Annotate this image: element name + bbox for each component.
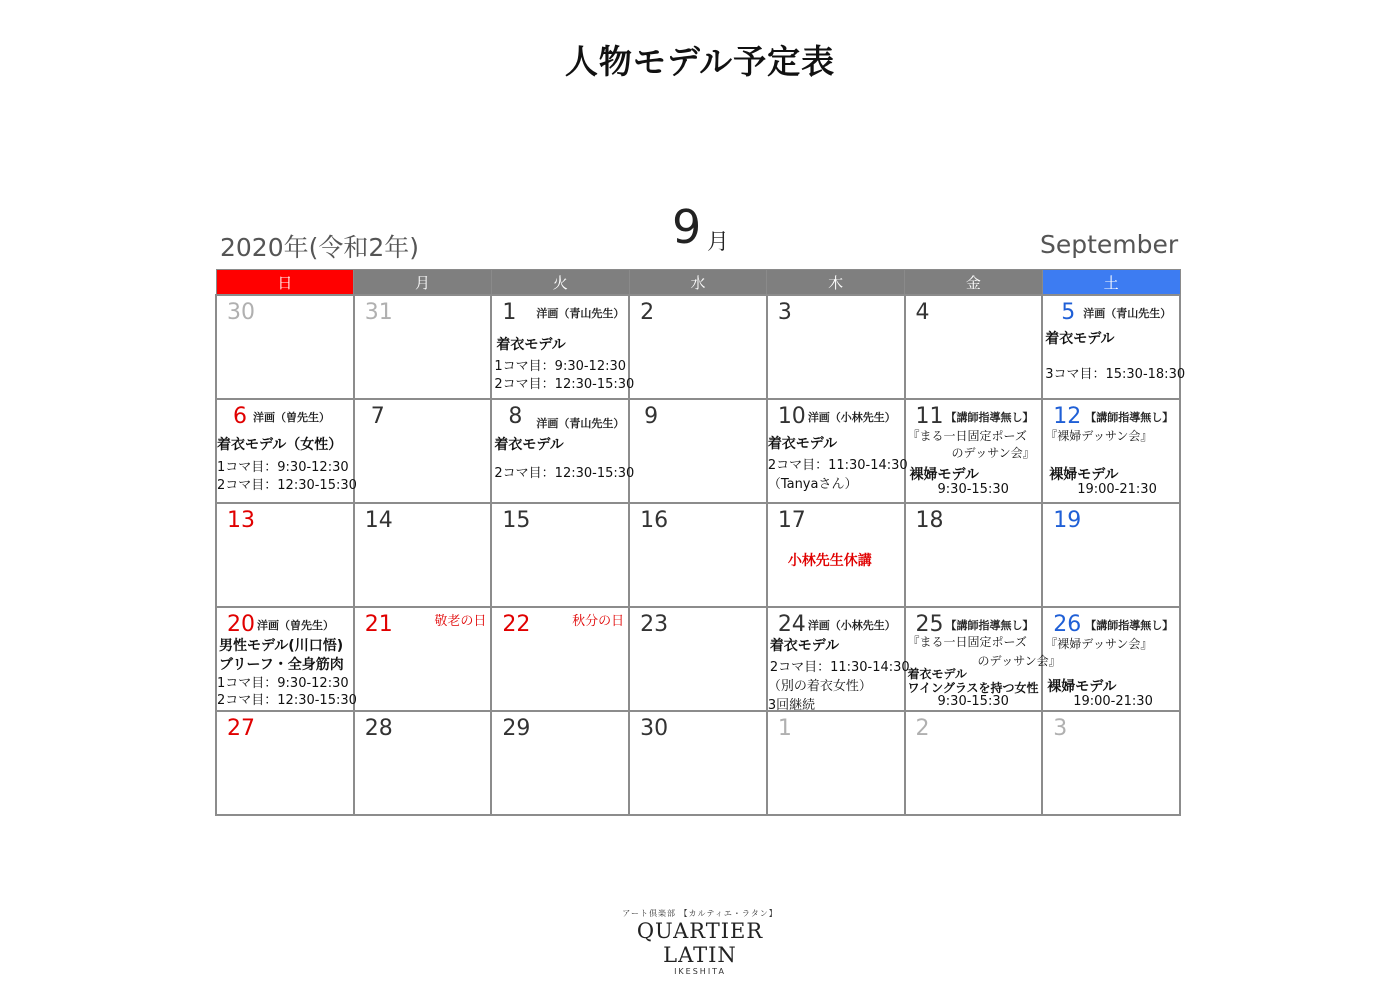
event-slot: 2コマ目：12:30-15:30 bbox=[494, 377, 635, 392]
day-number: 19 bbox=[1053, 508, 1082, 533]
day-cell bbox=[354, 295, 492, 399]
day-cell bbox=[491, 503, 629, 607]
day-cell bbox=[354, 711, 492, 815]
event-title: 裸婦モデル bbox=[909, 467, 979, 483]
calendar-grid bbox=[215, 269, 1186, 816]
day-cell bbox=[629, 607, 767, 711]
day-cell-sep-5 bbox=[1042, 295, 1186, 399]
month-suffix: 月 bbox=[707, 230, 730, 255]
day-cell bbox=[354, 399, 492, 503]
day-number: 1 bbox=[502, 300, 517, 325]
day-number: 3 bbox=[777, 300, 792, 325]
day-cell bbox=[1042, 711, 1180, 815]
class-tag: 洋画（青山先生） bbox=[536, 417, 625, 430]
day-number: 1 bbox=[777, 716, 792, 741]
event-description: 『まる一日固定ポーズ bbox=[907, 635, 1027, 649]
class-tag: 洋画（曽先生） bbox=[253, 411, 330, 424]
day-number: 9 bbox=[644, 404, 659, 429]
day-number: 2 bbox=[915, 716, 930, 741]
event-description: のデッサン会』 bbox=[951, 446, 1035, 460]
day-number: 7 bbox=[370, 404, 385, 429]
day-number: 5 bbox=[1061, 300, 1076, 325]
day-number: 25 bbox=[915, 612, 944, 637]
class-tag: 洋画（曽先生） bbox=[257, 619, 334, 632]
weekday-wed: 水 bbox=[629, 270, 767, 296]
week-row bbox=[216, 711, 1180, 815]
day-cell bbox=[1042, 503, 1180, 607]
day-number: 16 bbox=[640, 508, 669, 533]
week-row bbox=[216, 399, 1180, 503]
event-title: 着衣モデル bbox=[767, 436, 838, 452]
day-cell-sep-21 bbox=[354, 607, 492, 711]
day-number: 15 bbox=[502, 508, 531, 533]
day-cell bbox=[905, 711, 1043, 815]
day-cell-sep-6 bbox=[216, 399, 357, 503]
day-number: 12 bbox=[1053, 404, 1082, 429]
day-cell-sep-20 bbox=[216, 607, 357, 711]
quartier-latin-logo bbox=[600, 908, 800, 976]
day-cell-sep-8 bbox=[491, 399, 635, 503]
day-number: 29 bbox=[502, 716, 531, 741]
class-tag: 洋画（青山先生） bbox=[536, 307, 625, 320]
class-tag: 洋画（小林先生） bbox=[807, 411, 896, 424]
event-slot: 1コマ目：9:30-12:30 bbox=[494, 359, 627, 374]
event-slot: 3コマ目：15:30-18:30 bbox=[1045, 367, 1186, 382]
week-row bbox=[216, 607, 1180, 711]
event-description: 『裸婦デッサン会』 bbox=[1045, 429, 1153, 443]
event-title: 着衣モデル bbox=[494, 437, 564, 453]
event-slot: 1コマ目：9:30-12:30 bbox=[217, 676, 349, 691]
day-cell bbox=[629, 399, 767, 503]
day-number: 30 bbox=[640, 716, 669, 741]
day-cell-sep-22 bbox=[491, 607, 629, 711]
day-number: 4 bbox=[915, 300, 930, 325]
event-title: 着衣モデル bbox=[907, 667, 967, 681]
class-tag: 【講師指導無し】 bbox=[945, 411, 1034, 424]
day-cell bbox=[767, 711, 905, 815]
day-number: 11 bbox=[915, 404, 944, 429]
day-number: 23 bbox=[640, 612, 669, 637]
weekday-mon: 月 bbox=[354, 270, 492, 296]
event-detail: ブリーフ・全身筋肉 bbox=[219, 657, 344, 673]
holiday-label: 秋分の日 bbox=[572, 614, 625, 629]
day-cell bbox=[767, 295, 905, 399]
day-number: 8 bbox=[508, 404, 523, 429]
class-tag: 【講師指導無し】 bbox=[1085, 619, 1174, 632]
day-number: 24 bbox=[777, 612, 806, 637]
day-number: 14 bbox=[364, 508, 393, 533]
event-description: のデッサン会』 bbox=[977, 654, 1061, 668]
event-time: 19:00-21:30 bbox=[1073, 694, 1153, 709]
day-cell-sep-26 bbox=[1042, 607, 1180, 711]
day-number: 6 bbox=[233, 404, 247, 429]
weekday-tue: 火 bbox=[491, 270, 629, 296]
weekday-sun: 日 bbox=[216, 270, 354, 296]
day-cell-sep-1 bbox=[491, 295, 635, 399]
event-detail: ワイングラスを持つ女性 bbox=[907, 681, 1039, 695]
event-title: 裸婦モデル bbox=[1049, 467, 1119, 483]
day-cell bbox=[216, 711, 354, 815]
day-number: 31 bbox=[364, 300, 393, 325]
day-number: 26 bbox=[1053, 612, 1082, 637]
day-cell bbox=[629, 295, 767, 399]
event-slot: 2コマ目：11:30-14:30 bbox=[767, 458, 908, 473]
day-cell bbox=[216, 503, 354, 607]
day-number: 28 bbox=[364, 716, 393, 741]
week-row bbox=[216, 503, 1180, 607]
holiday-label: 敬老の日 bbox=[434, 614, 487, 629]
event-time: 19:00-21:30 bbox=[1077, 482, 1157, 497]
logo-subtitle: IKESHITA bbox=[674, 967, 726, 976]
day-cell bbox=[905, 295, 1043, 399]
event-time: 9:30-15:30 bbox=[937, 694, 1009, 709]
week-row bbox=[216, 295, 1180, 399]
day-cell-sep-25 bbox=[905, 607, 1061, 711]
day-cell bbox=[491, 711, 629, 815]
year-label: 2020年(令和2年) bbox=[220, 233, 420, 262]
event-title: 男性モデル(川口悟) bbox=[219, 638, 344, 654]
day-number: 20 bbox=[227, 612, 255, 637]
event-slot: 2コマ目：12:30-15:30 bbox=[217, 693, 357, 708]
class-tag: 【講師指導無し】 bbox=[1085, 411, 1174, 424]
event-note: （Tanyaさん） bbox=[767, 477, 858, 492]
event-title: 着衣モデル bbox=[1045, 331, 1115, 347]
day-cell bbox=[905, 503, 1043, 607]
day-cell bbox=[629, 503, 767, 607]
weekday-header-row bbox=[216, 270, 1180, 296]
day-cell-sep-10 bbox=[767, 399, 908, 503]
day-number: 18 bbox=[915, 508, 944, 533]
day-number: 13 bbox=[227, 508, 255, 533]
event-title: 着衣モデル（女性） bbox=[217, 437, 343, 453]
day-number: 17 bbox=[777, 508, 806, 533]
day-number: 30 bbox=[227, 300, 255, 325]
event-slot: 2コマ目：11:30-14:30 bbox=[769, 660, 910, 675]
event-note: 3回継続 bbox=[767, 698, 816, 713]
day-cell-sep-17 bbox=[767, 503, 905, 607]
day-number: 22 bbox=[502, 612, 531, 637]
class-tag: 洋画（小林先生） bbox=[807, 619, 896, 632]
class-tag: 洋画（青山先生） bbox=[1083, 307, 1172, 320]
logo-wordmark: QUARTIER LATIN bbox=[636, 919, 764, 967]
day-number: 3 bbox=[1053, 716, 1068, 741]
event-description: 『裸婦デッサン会』 bbox=[1045, 637, 1153, 651]
event-note: （別の着衣女性） bbox=[767, 679, 872, 694]
day-cell bbox=[629, 711, 767, 815]
event-slot: 1コマ目：9:30-12:30 bbox=[217, 460, 349, 475]
event-time: 9:30-15:30 bbox=[937, 482, 1009, 497]
month-number: 9 bbox=[672, 200, 702, 254]
day-number: 2 bbox=[640, 300, 655, 325]
weekday-thu: 木 bbox=[767, 270, 905, 296]
day-number: 10 bbox=[777, 404, 806, 429]
weekday-fri: 金 bbox=[905, 270, 1043, 296]
event-description: 『まる一日固定ポーズ bbox=[907, 429, 1027, 443]
day-number: 27 bbox=[227, 716, 255, 741]
day-cell bbox=[216, 295, 354, 399]
day-number: 21 bbox=[364, 612, 393, 637]
event-slot: 2コマ目：12:30-15:30 bbox=[217, 478, 357, 493]
event-title: 着衣モデル bbox=[769, 638, 840, 654]
event-title: 着衣モデル bbox=[496, 337, 566, 353]
event-title: 裸婦モデル bbox=[1047, 679, 1117, 695]
day-cell bbox=[354, 503, 492, 607]
day-cell-sep-12 bbox=[1042, 399, 1180, 503]
event-slot: 2コマ目：12:30-15:30 bbox=[494, 466, 635, 481]
month-english: September bbox=[1040, 230, 1179, 259]
weekday-sat: 土 bbox=[1042, 270, 1180, 296]
logo-tagline: アート倶楽部 【カルティエ・ラタン】 bbox=[622, 909, 778, 918]
page-title: 人物モデル予定表 bbox=[564, 42, 836, 81]
class-tag: 【講師指導無し】 bbox=[945, 619, 1034, 632]
day-cell-sep-24 bbox=[767, 607, 910, 713]
day-cell-sep-11 bbox=[905, 399, 1043, 503]
cancellation-notice: 小林先生休講 bbox=[787, 553, 872, 569]
